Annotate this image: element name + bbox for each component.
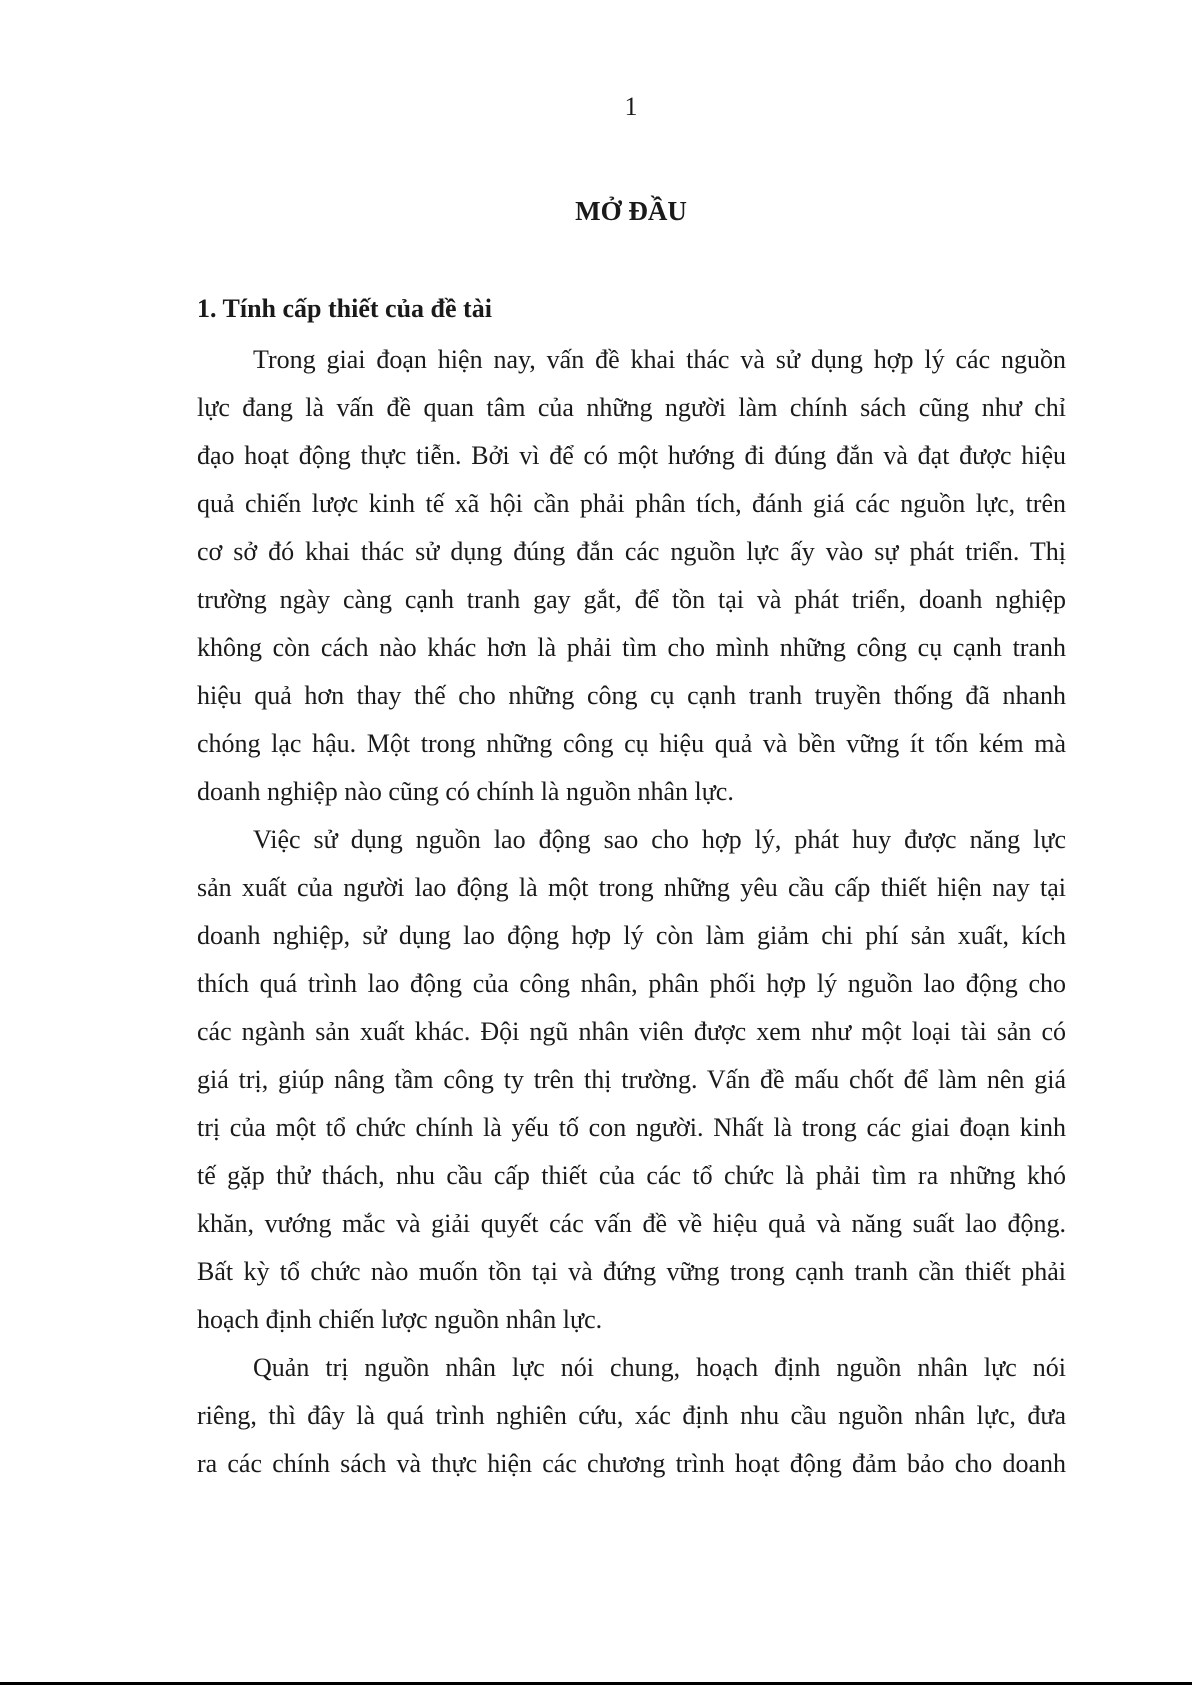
paragraph-line: cơ sở đó khai thác sử dụng đúng đắn các nguồn lực ấy vào sự phát triển. Thị (197, 537, 1066, 566)
paragraph-line: giá trị, giúp nâng tầm công ty trên thị trường. Vấn đề mấu chốt để làm nên giá (197, 1065, 1066, 1094)
paragraph-line: thích quá trình lao động của công nhân, phân phối hợp lý nguồn lao động cho (197, 969, 1066, 998)
paragraph-line: doanh nghiệp nào cũng có chính là nguồn nhân lực. (197, 777, 734, 806)
chapter-title: MỞ ĐẦU (575, 196, 687, 226)
section-heading: 1. Tính cấp thiết của đề tài (197, 294, 492, 323)
paragraph-line: Bất kỳ tổ chức nào muốn tồn tại và đứng vững trong cạnh tranh cần thiết phải (197, 1257, 1066, 1286)
paragraph-line: doanh nghiệp, sử dụng lao động hợp lý còn làm giảm chi phí sản xuất, kích (197, 921, 1066, 950)
paragraph-line: Quản trị nguồn nhân lực nói chung, hoạch định nguồn nhân lực nói (253, 1353, 1066, 1382)
paragraph-line: trị của một tổ chức chính là yếu tố con người. Nhất là trong các giai đoạn kinh (197, 1113, 1066, 1142)
paragraph-line: ra các chính sách và thực hiện các chương trình hoạt động đảm bảo cho doanh (197, 1449, 1066, 1478)
paragraph-line: riêng, thì đây là quá trình nghiên cứu, xác định nhu cầu nguồn nhân lực, đưa (197, 1401, 1066, 1430)
page-number: 1 (624, 92, 638, 121)
paragraph-line: đạo hoạt động thực tiễn. Bởi vì để có một hướng đi đúng đắn và đạt được hiệu (197, 441, 1066, 470)
paragraph-line: hiệu quả hơn thay thế cho những công cụ cạnh tranh truyền thống đã nhanh (197, 681, 1066, 710)
paragraph-line: hoạch định chiến lược nguồn nhân lực. (197, 1305, 603, 1334)
paragraph-line: các ngành sản xuất khác. Đội ngũ nhân viên được xem như một loại tài sản có (197, 1017, 1066, 1046)
paragraph-line: tế gặp thử thách, nhu cầu cấp thiết của các tổ chức là phải tìm ra những khó (197, 1161, 1066, 1190)
paragraph-line: không còn cách nào khác hơn là phải tìm cho mình những công cụ cạnh tranh (197, 633, 1066, 662)
paragraph-line: sản xuất của người lao động là một trong những yêu cầu cấp thiết hiện nay tại (197, 873, 1066, 902)
paragraph-line: Trong giai đoạn hiện nay, vấn đề khai thác và sử dụng hợp lý các nguồn (253, 345, 1066, 374)
paragraph-line: Việc sử dụng nguồn lao động sao cho hợp lý, phát huy được năng lực (253, 825, 1066, 854)
body-text (197, 336, 1066, 1488)
paragraph-line: trường ngày càng cạnh tranh gay gắt, để tồn tại và phát triển, doanh nghiệp (197, 585, 1066, 614)
paragraph-line: chóng lạc hậu. Một trong những công cụ hiệu quả và bền vững ít tốn kém mà (197, 729, 1066, 758)
paragraph-line: quả chiến lược kinh tế xã hội cần phải phân tích, đánh giá các nguồn lực, trên (197, 489, 1066, 518)
paragraph-line: khăn, vướng mắc và giải quyết các vấn đề về hiệu quả và năng suất lao động. (197, 1209, 1066, 1238)
paragraph-line: lực đang là vấn đề quan tâm của những người làm chính sách cũng như chỉ (197, 393, 1066, 422)
